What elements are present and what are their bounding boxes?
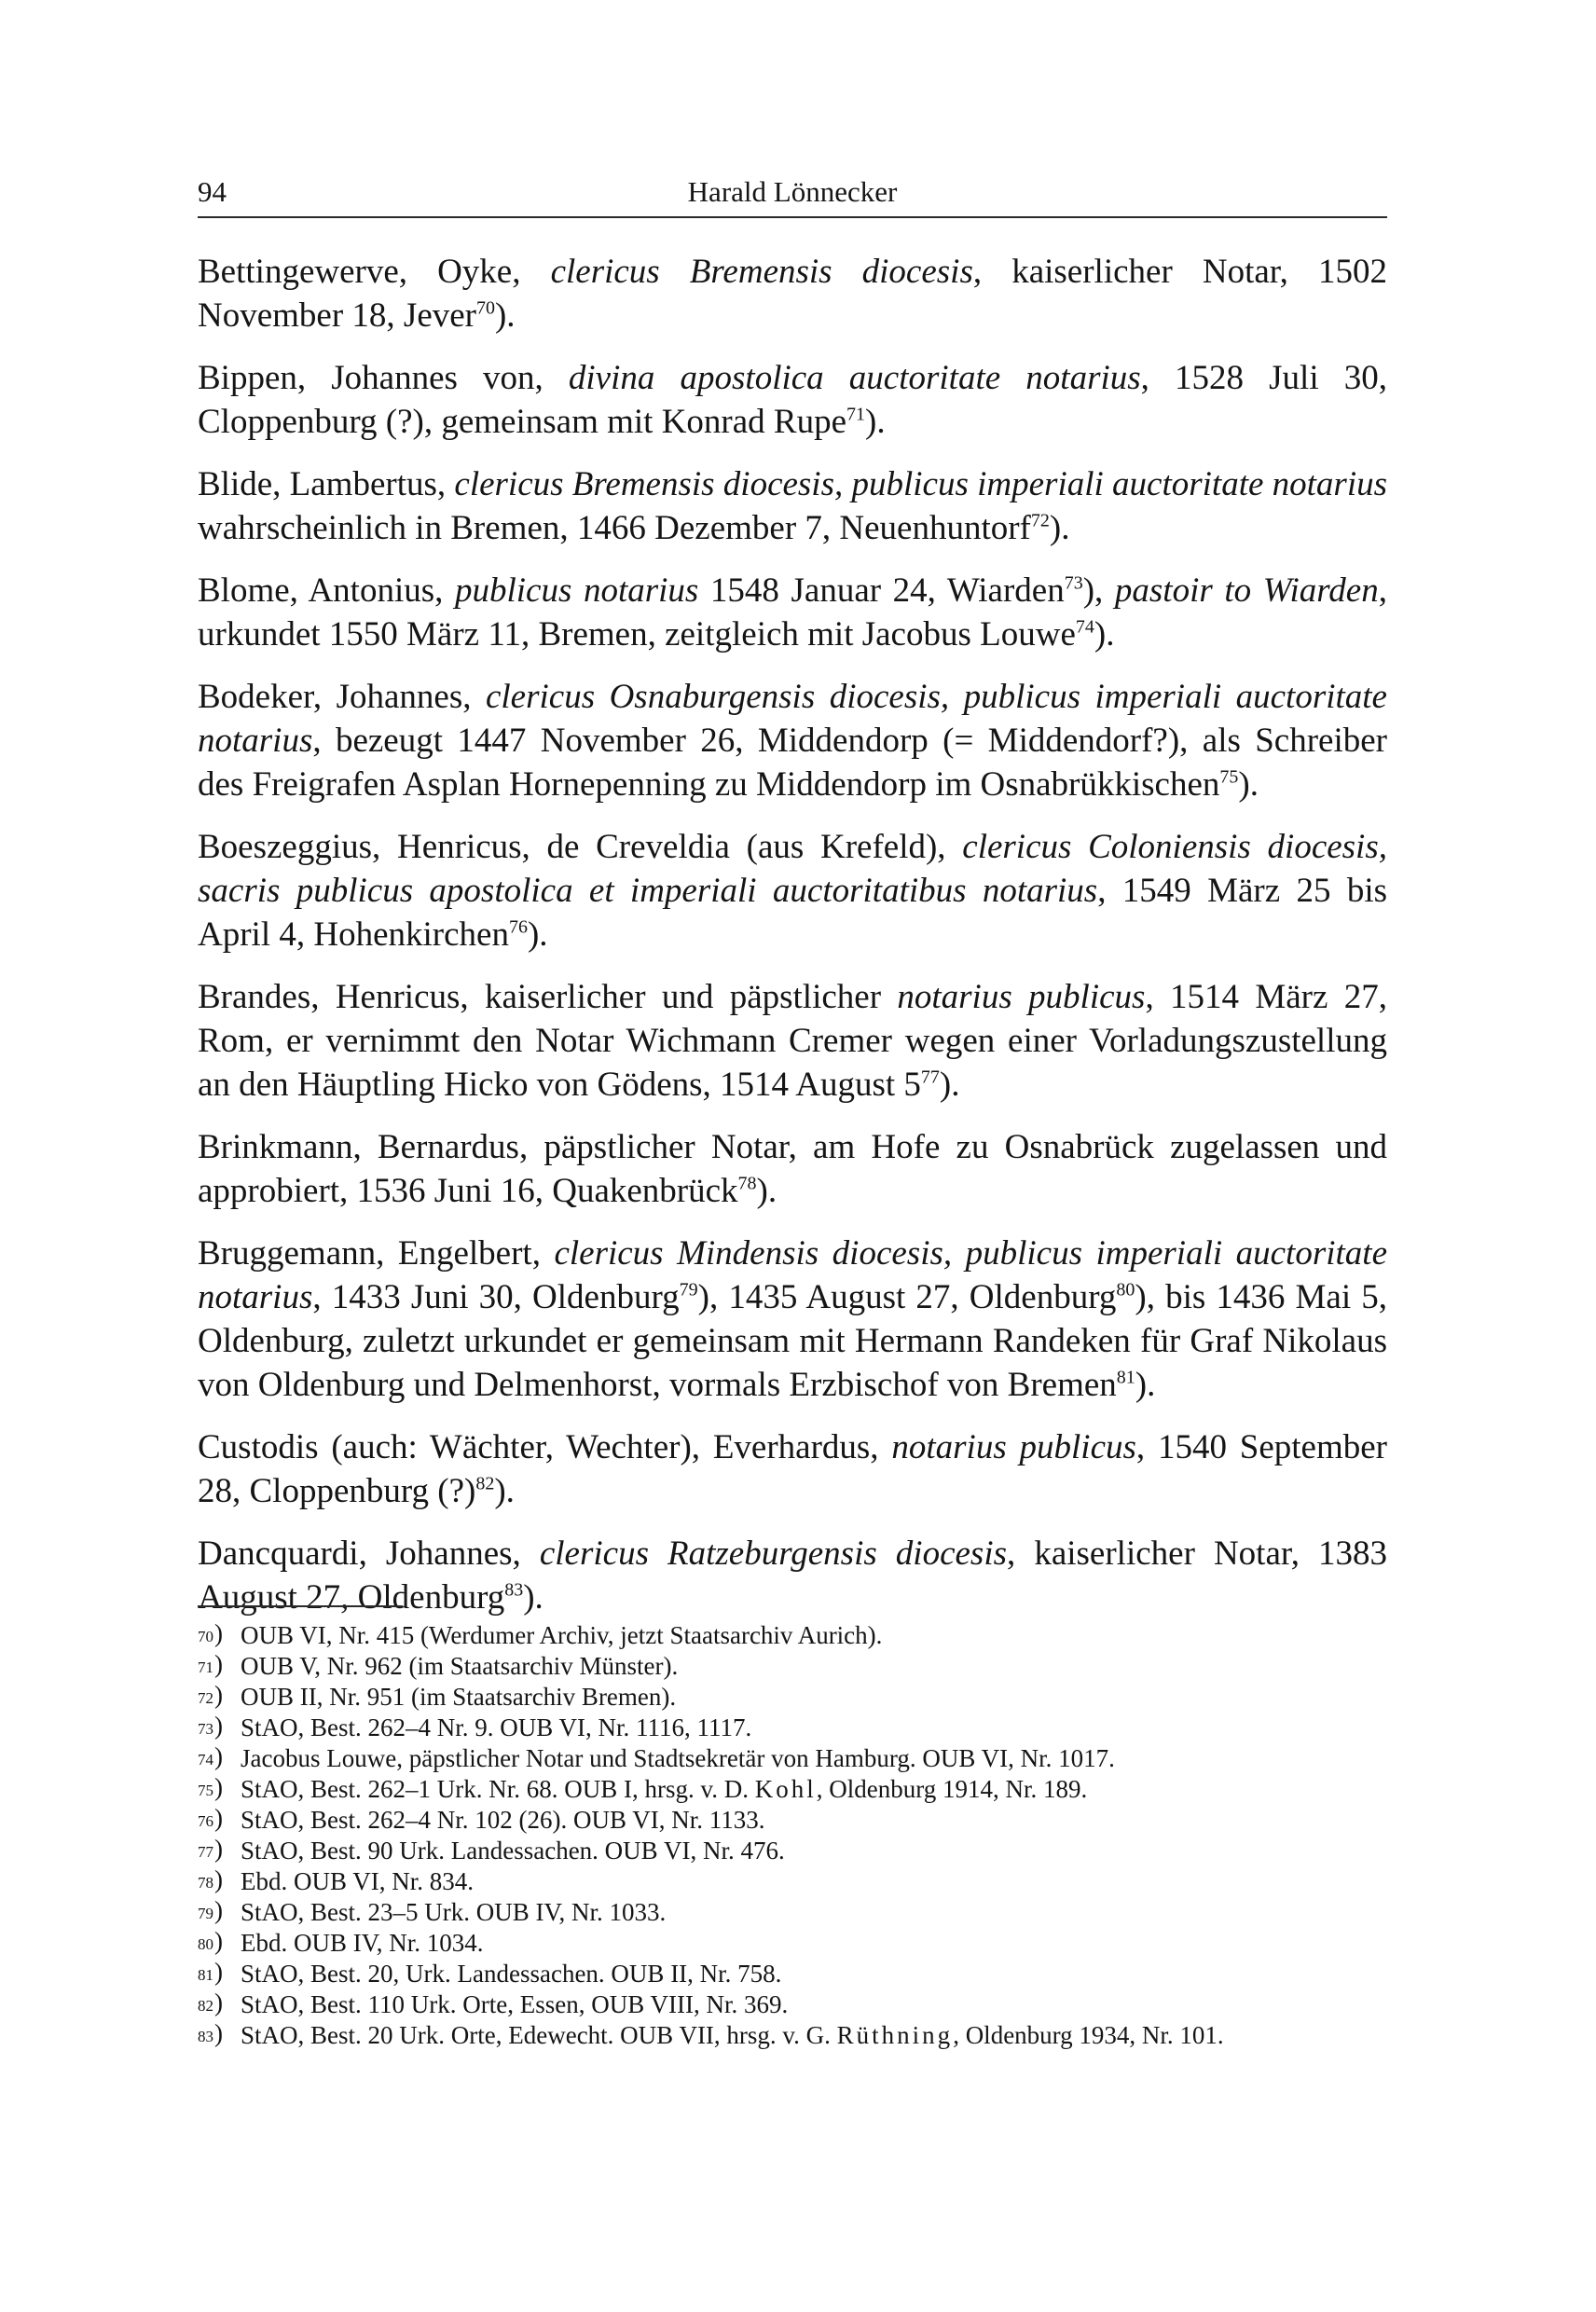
footnote xyxy=(198,1682,1387,1713)
footnote-ref: 71 xyxy=(846,404,866,425)
footnote xyxy=(198,1651,1387,1682)
footnote xyxy=(198,1959,1387,1989)
latin-phrase: clericus Mindensis diocesis, publicus imperiali auctoritate notarius xyxy=(198,1234,1388,1316)
footnote-number: 73 ) xyxy=(198,1713,241,1743)
latin-phrase: clericus Bremensis diocesis, publicus imperiali auctoritate notarius xyxy=(454,465,1387,503)
text-segment: , urkundet 1550 März 11, Bremen, zeitgleich mit Jacobus Louwe xyxy=(198,571,1387,654)
text-segment: Brinkmann, Bernardus, päpstlicher Notar, am Hofe zu Osnabrück zugelassen und approbiert, 1536 Juni 16, Quakenbrück xyxy=(198,1128,1387,1210)
latin-phrase: notarius publicus xyxy=(897,978,1146,1016)
footnote-text xyxy=(241,2020,1224,2051)
text-segment: , 1540 September 28, Cloppenburg (?) xyxy=(198,1428,1387,1510)
footnote-text xyxy=(241,1713,751,1743)
footnote-number: 78 ) xyxy=(198,1866,241,1897)
author-name: Kohl xyxy=(754,1775,817,1803)
notary-entry xyxy=(198,462,1387,550)
text-segment: Jacobus Louwe, päpstlicher Notar und Stadtsekretär von Hamburg. OUB VI, Nr. 1017. xyxy=(241,1744,1115,1772)
footnote-number: 83 ) xyxy=(198,2020,241,2051)
text-segment: Ebd. OUB IV, Nr. 1034. xyxy=(241,1929,484,1957)
footnote-text xyxy=(241,1805,765,1836)
footnote-number: 70 ) xyxy=(198,1620,241,1651)
text-segment: Brandes, Henricus, kaiserlicher und päpstlicher xyxy=(198,978,898,1016)
footnote xyxy=(198,1897,1387,1928)
footnote-text xyxy=(241,1620,882,1651)
notary-entry xyxy=(198,569,1387,656)
footnote xyxy=(198,1743,1387,1774)
footnote-number: 79 ) xyxy=(198,1897,241,1928)
author-name: Rüthning xyxy=(836,2021,954,2049)
text-segment: ). xyxy=(1094,615,1115,654)
text-segment: 1548 Januar 24, Wiarden xyxy=(698,571,1065,610)
text-segment: StAO, Best. 20, Urk. Landessachen. OUB II, Nr. 758. xyxy=(241,1960,782,1988)
footnote-text xyxy=(241,1989,788,2020)
latin-phrase: publicus notarius xyxy=(454,571,699,610)
main-text xyxy=(198,250,1387,1638)
text-segment: Bettingewerve, Oyke, xyxy=(198,253,551,291)
notary-entry xyxy=(198,250,1387,337)
text-segment: , bezeugt 1447 November 26, Middendorp (= Middendorf?), als Schreiber des Freigrafen Asplan Hornepenning zu Middendorp im Osnabrükkischen xyxy=(198,722,1387,804)
footnote-ref: 83 xyxy=(504,1579,524,1601)
text-segment: ), 1435 August 27, Oldenburg xyxy=(697,1278,1117,1316)
text-segment: , Oldenburg 1914, Nr. 189. xyxy=(816,1775,1088,1803)
text-segment: ). xyxy=(527,915,548,954)
footnote-number: 76 ) xyxy=(198,1805,241,1836)
text-segment: StAO, Best. 262–1 Urk. Nr. 68. OUB I, hrsg. v. D. xyxy=(241,1775,755,1803)
text-segment: Bruggemann, Engelbert, xyxy=(198,1234,555,1273)
notary-entry xyxy=(198,825,1387,956)
footnote xyxy=(198,1713,1387,1743)
footnote-text xyxy=(241,1866,474,1897)
latin-phrase: notarius publicus xyxy=(891,1428,1136,1466)
text-segment: ). xyxy=(523,1578,543,1617)
notary-entry xyxy=(198,356,1387,444)
text-segment: OUB V, Nr. 962 (im Staatsarchiv Münster). xyxy=(241,1652,679,1680)
footnote-number: 77 ) xyxy=(198,1836,241,1866)
footnote xyxy=(198,1989,1387,2020)
footnote-text xyxy=(241,1897,666,1928)
footnote xyxy=(198,1836,1387,1866)
footnote xyxy=(198,1774,1387,1805)
footnote-number: 81 ) xyxy=(198,1959,241,1989)
footnote-number: 75 ) xyxy=(198,1774,241,1805)
footnote-text xyxy=(241,1836,785,1866)
footnote xyxy=(198,2020,1387,2051)
text-segment: OUB II, Nr. 951 (im Staatsarchiv Bremen). xyxy=(241,1683,677,1711)
footnote-ref: 80 xyxy=(1116,1279,1135,1300)
footnote-ref: 77 xyxy=(920,1067,940,1088)
text-segment: Bodeker, Johannes, xyxy=(198,678,486,716)
footnote xyxy=(198,1928,1387,1959)
footnote-text xyxy=(241,1743,1115,1774)
footnote-number: 74 ) xyxy=(198,1743,241,1774)
text-segment: Blide, Lambertus, xyxy=(198,465,455,503)
footnote-ref: 82 xyxy=(475,1473,495,1494)
footnote-text xyxy=(241,1651,678,1682)
text-segment: ), bis 1436 Mai 5, Oldenburg, zuletzt urkundet er gemeinsam mit Hermann Randeken für Graf Nikolaus von Oldenburg und Delmenhorst, vormals Erzbischof von Bremen xyxy=(198,1278,1387,1404)
text-segment: Custodis (auch: Wächter, Wechter), Everhardus, xyxy=(198,1428,892,1466)
footnote-text xyxy=(241,1928,484,1959)
latin-phrase: pastoir to Wiarden xyxy=(1114,571,1379,610)
notary-entry xyxy=(198,675,1387,806)
text-segment: ). xyxy=(1135,1366,1156,1404)
text-segment: ). xyxy=(1238,765,1259,804)
text-segment: ). xyxy=(939,1066,960,1104)
page-number: 94 xyxy=(198,175,227,208)
text-segment: Dancquardi, Johannes, xyxy=(198,1534,540,1573)
footnote-number: 72 ) xyxy=(198,1682,241,1713)
footnote-text xyxy=(241,1682,676,1713)
footnotes xyxy=(198,1620,1387,2051)
footnote xyxy=(198,1866,1387,1897)
footnote-ref: 70 xyxy=(475,297,495,319)
footnote-ref: 72 xyxy=(1030,510,1050,531)
notary-entry xyxy=(198,1425,1387,1513)
page-header xyxy=(198,173,1387,218)
text-segment: StAO, Best. 90 Urk. Landessachen. OUB VI, Nr. 476. xyxy=(241,1837,785,1865)
notary-entry xyxy=(198,1232,1387,1407)
text-segment: , kaiserlicher Notar, 1502 November 18, Jever xyxy=(198,253,1387,335)
text-segment: ). xyxy=(865,403,886,441)
text-segment: Blome, Antonius, xyxy=(198,571,455,610)
notary-entry xyxy=(198,975,1387,1107)
text-segment: wahrscheinlich in Bremen, 1466 Dezember 7, Neuenhuntorf xyxy=(198,509,1031,547)
text-segment: StAO, Best. 110 Urk. Orte, Essen, OUB VIII, Nr. 369. xyxy=(241,1990,789,2018)
text-segment: StAO, Best. 262–4 Nr. 9. OUB VI, Nr. 1116, 1117. xyxy=(241,1713,752,1741)
text-segment: StAO, Best. 20 Urk. Orte, Edewecht. OUB VII, hrsg. v. G. xyxy=(241,2021,837,2049)
latin-phrase: clericus Osnaburgensis diocesis, publicus imperiali auctoritate notarius xyxy=(198,678,1387,760)
latin-phrase: clericus Bremensis diocesis xyxy=(550,253,973,291)
latin-phrase: clericus Coloniensis diocesis, sacris publicus apostolica et imperiali auctoritatibus notarius xyxy=(198,828,1387,910)
footnote-ref: 73 xyxy=(1064,572,1083,594)
footnote-number: 80 ) xyxy=(198,1928,241,1959)
text-segment: , 1549 März 25 bis April 4, Hohenkirchen xyxy=(198,872,1387,954)
footnote-ref: 81 xyxy=(1116,1367,1135,1388)
footnote xyxy=(198,1620,1387,1651)
text-segment: StAO, Best. 262–4 Nr. 102 (26). OUB VI, Nr. 1133. xyxy=(241,1806,765,1834)
text-segment: StAO, Best. 23–5 Urk. OUB IV, Nr. 1033. xyxy=(241,1898,667,1926)
running-title: Harald Lönnecker xyxy=(687,175,898,208)
text-segment: , 1514 März 27, Rom, er vernimmt den Notar Wichmann Cremer wegen einer Vorladungszustellung an den Häuptling Hicko von Gödens, 1514 August 5 xyxy=(198,978,1387,1104)
footnote-ref: 76 xyxy=(508,916,528,938)
text-segment: ). xyxy=(494,296,516,335)
footnote-text xyxy=(241,1774,1087,1805)
footnote-ref: 74 xyxy=(1075,616,1094,638)
text-segment: Ebd. OUB VI, Nr. 834. xyxy=(241,1867,475,1895)
text-segment: ), xyxy=(1082,571,1115,610)
text-segment: , 1528 Juli 30, Cloppenburg (?), gemeinsam mit Konrad Rupe xyxy=(198,359,1387,441)
text-segment: ). xyxy=(494,1472,515,1510)
latin-phrase: divina apostolica auctoritate notarius xyxy=(568,359,1141,397)
text-segment: Boeszeggius, Henricus, de Creveldia (aus Krefeld), xyxy=(198,828,963,866)
footnote xyxy=(198,1805,1387,1836)
text-segment: , 1433 Juni 30, Oldenburg xyxy=(312,1278,680,1316)
footnote-ref: 79 xyxy=(679,1279,698,1300)
text-segment: ). xyxy=(756,1172,777,1210)
footnote-separator xyxy=(198,1605,403,1607)
text-segment: OUB VI, Nr. 415 (Werdumer Archiv, jetzt Staatsarchiv Aurich). xyxy=(241,1621,883,1649)
notary-entry xyxy=(198,1125,1387,1213)
text-segment: , kaiserlicher Notar, 1383 August 27, Oldenburg xyxy=(198,1534,1388,1617)
footnote-text xyxy=(241,1959,781,1989)
text-segment: Bippen, Johannes von, xyxy=(198,359,569,397)
text-segment: ). xyxy=(1049,509,1070,547)
footnote-number: 71 ) xyxy=(198,1651,241,1682)
latin-phrase: clericus Ratzeburgensis diocesis xyxy=(539,1534,1008,1573)
footnote-ref: 78 xyxy=(737,1173,757,1194)
footnote-number: 82 ) xyxy=(198,1989,241,2020)
text-segment: , Oldenburg 1934, Nr. 101. xyxy=(953,2021,1224,2049)
footnote-ref: 75 xyxy=(1219,766,1239,788)
